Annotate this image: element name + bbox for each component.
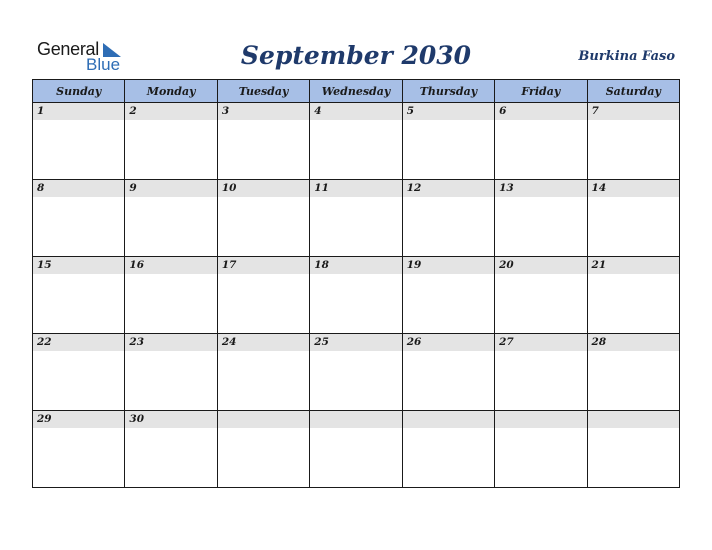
country-label: Burkina Faso bbox=[578, 49, 675, 64]
day-cell bbox=[217, 411, 309, 488]
day-cell bbox=[217, 103, 309, 180]
day-cell bbox=[310, 411, 402, 488]
day-cell bbox=[310, 180, 402, 257]
day-cell bbox=[495, 180, 587, 257]
day-cell bbox=[495, 411, 587, 488]
day-cell bbox=[33, 257, 125, 334]
day-number: 18 bbox=[310, 257, 401, 274]
day-number: 6 bbox=[495, 103, 586, 120]
day-number: 7 bbox=[588, 103, 679, 120]
day-cell bbox=[402, 334, 494, 411]
day-number bbox=[310, 411, 401, 428]
day-number: 27 bbox=[495, 334, 586, 351]
day-number: 25 bbox=[310, 334, 401, 351]
day-cell bbox=[587, 257, 679, 334]
day-number: 24 bbox=[218, 334, 309, 351]
day-number: 11 bbox=[310, 180, 401, 197]
day-number: 9 bbox=[125, 180, 216, 197]
day-number bbox=[403, 411, 494, 428]
day-number: 12 bbox=[403, 180, 494, 197]
day-number: 3 bbox=[218, 103, 309, 120]
day-number: 16 bbox=[125, 257, 216, 274]
day-cell bbox=[33, 180, 125, 257]
day-cell bbox=[402, 257, 494, 334]
day-cell bbox=[217, 334, 309, 411]
day-cell bbox=[495, 334, 587, 411]
day-number: 4 bbox=[310, 103, 401, 120]
day-number bbox=[218, 411, 309, 428]
day-cell bbox=[310, 257, 402, 334]
week-row bbox=[33, 257, 680, 334]
day-cell bbox=[33, 103, 125, 180]
day-number: 17 bbox=[218, 257, 309, 274]
day-cell bbox=[402, 411, 494, 488]
day-cell bbox=[402, 180, 494, 257]
day-cell bbox=[125, 334, 217, 411]
day-cell bbox=[217, 257, 309, 334]
day-number: 30 bbox=[125, 411, 216, 428]
day-cell bbox=[217, 180, 309, 257]
week-row bbox=[33, 180, 680, 257]
day-number: 5 bbox=[403, 103, 494, 120]
day-number: 10 bbox=[218, 180, 309, 197]
weekday-header-row bbox=[33, 80, 680, 103]
day-number: 23 bbox=[125, 334, 216, 351]
day-number: 2 bbox=[125, 103, 216, 120]
day-cell bbox=[125, 103, 217, 180]
day-number: 22 bbox=[33, 334, 124, 351]
weekday-header: Thursday bbox=[402, 80, 494, 103]
day-cell bbox=[125, 180, 217, 257]
day-cell bbox=[310, 103, 402, 180]
weekday-header: Saturday bbox=[587, 80, 679, 103]
weekday-header: Wednesday bbox=[310, 80, 402, 103]
weekday-header: Tuesday bbox=[217, 80, 309, 103]
calendar-title: September 2030 bbox=[240, 41, 472, 70]
day-number: 15 bbox=[33, 257, 124, 274]
weekday-header: Friday bbox=[495, 80, 587, 103]
week-row bbox=[33, 334, 680, 411]
day-cell bbox=[587, 411, 679, 488]
day-cell bbox=[587, 103, 679, 180]
day-cell bbox=[495, 257, 587, 334]
week-row bbox=[33, 411, 680, 488]
day-cell bbox=[587, 334, 679, 411]
day-number bbox=[588, 411, 679, 428]
day-number bbox=[495, 411, 586, 428]
day-number: 19 bbox=[403, 257, 494, 274]
day-cell bbox=[310, 334, 402, 411]
day-cell bbox=[495, 103, 587, 180]
logo-text-general: General bbox=[37, 39, 99, 59]
day-number: 14 bbox=[588, 180, 679, 197]
day-number: 1 bbox=[33, 103, 124, 120]
day-number: 20 bbox=[495, 257, 586, 274]
day-cell bbox=[587, 180, 679, 257]
day-cell bbox=[33, 411, 125, 488]
day-number: 29 bbox=[33, 411, 124, 428]
day-number: 26 bbox=[403, 334, 494, 351]
day-number: 8 bbox=[33, 180, 124, 197]
weekday-header: Monday bbox=[125, 80, 217, 103]
day-cell bbox=[125, 257, 217, 334]
day-cell bbox=[402, 103, 494, 180]
day-number: 13 bbox=[495, 180, 586, 197]
weekday-header: Sunday bbox=[33, 80, 125, 103]
week-row bbox=[33, 103, 680, 180]
day-cell bbox=[125, 411, 217, 488]
calendar-grid bbox=[32, 79, 680, 488]
day-cell bbox=[33, 334, 125, 411]
logo-text-blue: Blue bbox=[86, 55, 121, 74]
day-number: 21 bbox=[588, 257, 679, 274]
day-number: 28 bbox=[588, 334, 679, 351]
